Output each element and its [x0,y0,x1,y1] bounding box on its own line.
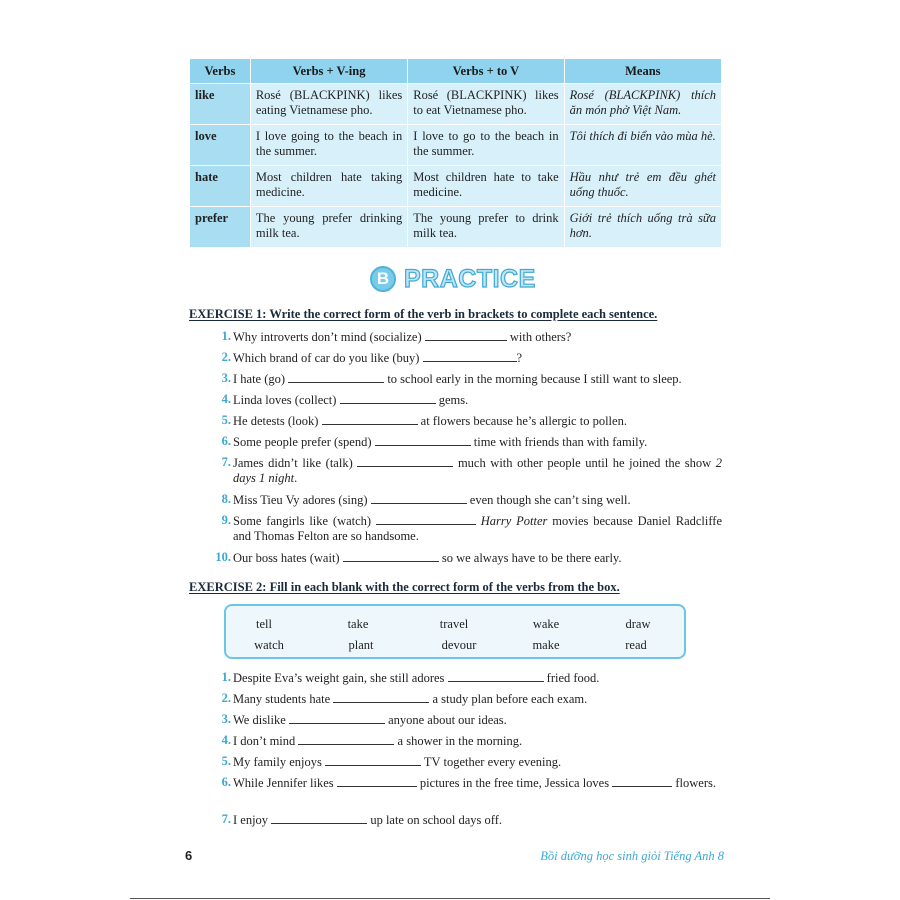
item-number: 6. [221,434,231,448]
item-text: I don’t mind [233,734,296,748]
header-verbs-tov: Verbs + to V [408,59,564,84]
item-text: Miss Tieu Vy adores (sing) [233,493,368,507]
answer-blank[interactable] [325,754,421,766]
practice-heading [370,264,536,294]
item-text: a shower in the morning. [397,734,523,748]
table-row [190,166,722,207]
exercise2-title: EXERCISE 2: Fill in each blank with the correct form of the verbs from the box. [189,580,620,594]
answer-blank[interactable] [322,413,418,425]
answer-blank[interactable] [425,329,507,341]
item-text: I enjoy [233,813,269,827]
item-text: Linda loves (collect) [233,393,337,407]
ving-cell: Most children hate taking medicine. [250,166,407,207]
verb-cell: prefer [190,207,251,248]
movie-title: Harry Potter [480,514,548,528]
table-header-row [190,59,722,84]
item-text: so we always have to be there early. [441,551,622,565]
word-box-item: tell [256,617,272,631]
word-box-item: read [625,638,647,652]
answer-blank[interactable] [448,670,544,682]
item-number: 2. [221,350,231,364]
show-title: 2 days 1 night [233,456,723,485]
item-text: with others? [509,330,572,344]
bottom-divider [130,898,770,899]
tov-cell: I love to go to the beach in the summer. [408,125,564,166]
table-row [190,125,722,166]
item-number: 7. [221,812,231,826]
practice-title: PRACTICE [404,264,536,293]
word-box-item: travel [439,617,469,631]
book-title: Bồi dưỡng học sinh giỏi Tiếng Anh 8 [540,849,724,863]
item-number: 8. [221,492,231,506]
item-text: Despite Eva’s weight gain, she still adores [233,671,445,685]
item-text: anyone about our ideas. [388,713,507,727]
item-text: even though she can’t sing well. [469,493,631,507]
answer-blank[interactable] [289,712,385,724]
answer-blank[interactable] [612,775,672,787]
answer-blank[interactable] [371,492,467,504]
word-box-item: draw [625,617,651,631]
item-text: much with other people until he joined the show [457,456,712,470]
table-row [190,207,722,248]
item-number: 5. [221,754,231,768]
item-number: 7. [221,455,231,469]
answer-blank[interactable] [288,371,384,383]
table-row [190,84,722,125]
item-text: Some fangirls like (watch) [233,514,372,528]
word-box [224,604,686,659]
item-text: ? [516,351,523,365]
means-cell: Hầu như trẻ em đều ghét uống thuốc. [564,166,721,207]
tov-cell: The young prefer to drink milk tea. [408,207,564,248]
item-text: movies because Daniel Radcliffe and Thomas Felton are so handsome. [233,514,723,543]
item-text: I hate (go) [233,372,286,386]
item-text: Some people prefer (spend) [233,435,372,449]
verb-table [189,58,722,248]
item-number: 2. [221,691,231,705]
means-cell: Tôi thích đi biển vào mùa hè. [564,125,721,166]
word-box-item: watch [254,638,284,652]
item-number: 3. [221,371,231,385]
item-text: a study plan before each exam. [432,692,588,706]
header-verbs: Verbs [190,59,251,84]
ving-cell: The young prefer drinking milk tea. [250,207,407,248]
item-text: . [294,471,298,485]
exercise1-title: EXERCISE 1: Write the correct form of the verb in brackets to complete each sentence. [189,307,658,321]
item-text: Many students hate [233,692,331,706]
item-text: We dislike [233,713,286,727]
item-text: James didn’t like (talk) [233,456,353,470]
item-text: up late on school days off. [370,813,503,827]
item-number: 4. [221,733,231,747]
item-text: to school early in the morning because I still want to sleep. [387,372,682,386]
means-cell: Rosé (BLACKPINK) thích ăn món phở Việt Nam. [564,84,721,125]
item-number: 1. [221,329,231,343]
word-box-item: make [532,638,560,652]
item-text: pictures in the free time, Jessica loves [419,776,610,790]
answer-blank[interactable] [375,434,471,446]
item-text: TV together every evening. [423,755,562,769]
answer-blank[interactable] [340,392,436,404]
answer-blank[interactable] [271,812,367,824]
item-number: 9. [221,513,231,527]
tov-cell: Most children hate to take medicine. [408,166,564,207]
answer-blank[interactable] [376,513,476,525]
answer-blank[interactable] [343,550,439,562]
verb-cell: like [190,84,251,125]
section-b-badge: B [370,266,396,292]
answer-blank[interactable] [357,455,453,467]
word-box-item: take [347,617,369,631]
item-text: at flowers because he’s allergic to pollen. [420,414,627,428]
item-number: 5. [221,413,231,427]
item-text: flowers. [675,776,716,790]
word-box-item: devour [441,638,477,652]
item-number: 6. [221,775,231,789]
item-text: time with friends than with family. [473,435,648,449]
item-text: Our boss hates (wait) [233,551,340,565]
item-text: He detests (look) [233,414,319,428]
item-text: Which brand of car do you like (buy) [233,351,420,365]
answer-blank[interactable] [423,350,517,362]
item-text: fried food. [546,671,600,685]
ving-cell: I love going to the beach in the summer. [250,125,407,166]
item-number: 4. [221,392,231,406]
word-box-item: plant [348,638,374,652]
header-means: Means [564,59,721,84]
ving-cell: Rosé (BLACKPINK) likes eating Vietnamese pho. [250,84,407,125]
item-text: My family enjoys [233,755,322,769]
answer-blank[interactable] [298,733,394,745]
item-number: 1. [221,670,231,684]
item-text: gems. [438,393,469,407]
item-text: While Jennifer likes [233,776,334,790]
item-number: 3. [221,712,231,726]
word-box-item: wake [532,617,560,631]
answer-blank[interactable] [333,691,429,703]
item-number: 10. [215,550,231,564]
page-number: 6 [185,848,193,863]
header-verbs-ving: Verbs + V-ing [250,59,407,84]
verb-cell: love [190,125,251,166]
tov-cell: Rosé (BLACKPINK) likes to eat Vietnamese pho. [408,84,564,125]
item-text: Why introverts don’t mind (socialize) [233,330,422,344]
means-cell: Giới trẻ thích uống trà sữa hơn. [564,207,721,248]
verb-cell: hate [190,166,251,207]
answer-blank[interactable] [337,775,417,787]
